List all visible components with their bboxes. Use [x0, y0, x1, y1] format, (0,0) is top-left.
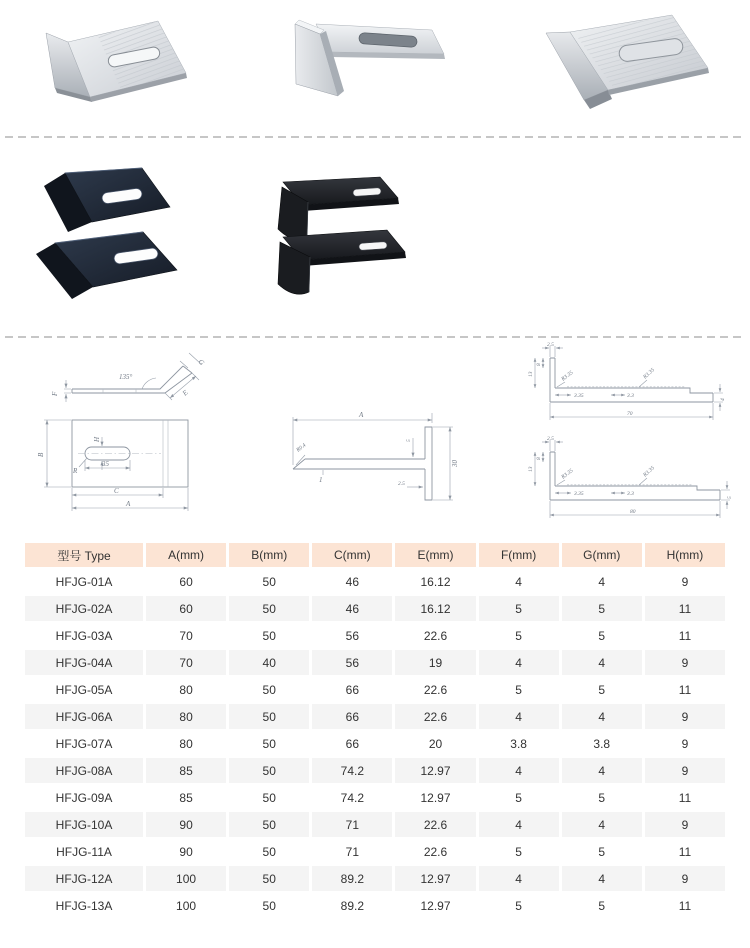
- column-header: 型号 Type: [25, 543, 143, 567]
- table-cell: 100: [146, 866, 226, 891]
- table-cell: 5: [562, 623, 642, 648]
- table-cell: 60: [146, 569, 226, 594]
- table-row: [25, 677, 725, 702]
- column-header: F(mm): [479, 543, 559, 567]
- dim-label-r335a: R3.35: [560, 467, 575, 481]
- product-photo-aluminum-bracket-2: [282, 0, 462, 120]
- dim-label-r335a: R3.35: [560, 369, 575, 383]
- dim-label-80: 80: [630, 509, 636, 515]
- dim-label-4: 4: [720, 398, 726, 401]
- table-row: [25, 704, 725, 729]
- table-cell: 11: [645, 893, 725, 918]
- dim-label-a: A: [359, 411, 364, 419]
- table-row: [25, 623, 725, 648]
- dim-label-25: 2.5: [398, 481, 405, 487]
- table-cell: 50: [229, 893, 309, 918]
- table-cell: 74.2: [312, 758, 392, 783]
- dim-label-335: 3.35: [574, 393, 584, 399]
- dim-label-angle: 135°: [119, 373, 133, 381]
- table-cell: 4: [479, 650, 559, 675]
- table-cell: 56: [312, 650, 392, 675]
- table-cell: 60: [146, 596, 226, 621]
- table-cell: 16.12: [395, 569, 475, 594]
- table-cell: 50: [229, 758, 309, 783]
- table-cell: HFJG-02A: [25, 596, 143, 621]
- table-cell: 74.2: [312, 785, 392, 810]
- table-cell: 50: [229, 677, 309, 702]
- product-photo-aluminum-bracket-3: [528, 5, 723, 120]
- table-row: [25, 569, 725, 594]
- table-cell: HFJG-12A: [25, 866, 143, 891]
- dim-label-33: 3.3: [627, 393, 634, 399]
- table-cell: 9: [645, 866, 725, 891]
- dim-label-r04: R0.4: [295, 442, 308, 454]
- table-cell: 4: [479, 704, 559, 729]
- table-row: [25, 839, 725, 864]
- table-cell: 66: [312, 677, 392, 702]
- table-cell: 11: [645, 623, 725, 648]
- dim-label-25: 2.5: [547, 436, 554, 442]
- product-photo-black-t-bracket-pair: [265, 168, 425, 313]
- table-cell: 46: [312, 569, 392, 594]
- dim-label-a: A: [126, 500, 131, 508]
- dim-label-h: H: [93, 436, 101, 442]
- table-cell: 5: [479, 893, 559, 918]
- dashed-divider-1: [5, 136, 745, 138]
- table-cell: 22.6: [395, 839, 475, 864]
- spec-table: [22, 541, 728, 920]
- table-row: [25, 893, 725, 918]
- product-photo-black-clamp-pair: [30, 158, 205, 323]
- table-cell: 100: [146, 893, 226, 918]
- table-cell: HFJG-04A: [25, 650, 143, 675]
- dim-label-r335b: R3.35: [642, 367, 656, 381]
- table-cell: 50: [229, 839, 309, 864]
- table-cell: 85: [146, 758, 226, 783]
- table-cell: 4: [562, 758, 642, 783]
- table-cell: 4: [479, 866, 559, 891]
- table-cell: 80: [146, 731, 226, 756]
- table-cell: 11: [645, 677, 725, 702]
- table-cell: 4: [479, 812, 559, 837]
- table-cell: 85: [146, 785, 226, 810]
- table-cell: 5: [562, 785, 642, 810]
- table-cell: 50: [229, 812, 309, 837]
- table-cell: 4: [479, 569, 559, 594]
- dim-label-r335b: R3.35: [642, 465, 656, 479]
- table-cell: 22.6: [395, 677, 475, 702]
- table-cell: 80: [146, 704, 226, 729]
- table-cell: 90: [146, 812, 226, 837]
- dim-label-8: 8: [536, 457, 542, 460]
- table-cell: 50: [229, 731, 309, 756]
- product-photo-aluminum-bracket-1: [30, 0, 210, 125]
- dim-label-33: 3.3: [627, 491, 634, 497]
- column-header: C(mm): [312, 543, 392, 567]
- dim-label-335: 3.35: [574, 491, 584, 497]
- table-cell: HFJG-08A: [25, 758, 143, 783]
- table-cell: 5: [479, 677, 559, 702]
- dim-label-13: 13: [528, 466, 534, 472]
- table-cell: 3.8: [562, 731, 642, 756]
- table-cell: 9: [645, 650, 725, 675]
- spec-table-header-row: [25, 543, 725, 567]
- table-cell: 80: [146, 677, 226, 702]
- table-cell: 71: [312, 812, 392, 837]
- dim-label-35: 35: [102, 460, 109, 468]
- table-cell: 9: [645, 569, 725, 594]
- dim-label-1: 1: [319, 476, 323, 484]
- spec-table-body: [25, 569, 725, 918]
- drawing-l-profile-80: [525, 432, 735, 532]
- drawing-t-profile: [285, 393, 490, 518]
- table-row: [25, 866, 725, 891]
- table-cell: 71: [312, 839, 392, 864]
- table-cell: 50: [229, 785, 309, 810]
- column-header: E(mm): [395, 543, 475, 567]
- dim-label-8: 8: [536, 363, 542, 366]
- dim-label-c: C: [114, 487, 119, 495]
- table-cell: 5: [479, 596, 559, 621]
- table-cell: 89.2: [312, 893, 392, 918]
- table-cell: 5: [562, 893, 642, 918]
- table-cell: HFJG-13A: [25, 893, 143, 918]
- table-cell: HFJG-01A: [25, 569, 143, 594]
- table-cell: 46: [312, 596, 392, 621]
- drawing-angle-bracket-views: [28, 350, 233, 525]
- table-cell: 9: [645, 812, 725, 837]
- table-cell: 9: [645, 758, 725, 783]
- table-row: [25, 731, 725, 756]
- table-cell: 50: [229, 866, 309, 891]
- dim-label-r: R: [73, 467, 78, 475]
- dashed-divider-2: [5, 336, 745, 338]
- table-cell: 22.6: [395, 704, 475, 729]
- table-cell: 4: [562, 866, 642, 891]
- table-cell: 66: [312, 731, 392, 756]
- column-header: A(mm): [146, 543, 226, 567]
- table-cell: 4: [562, 812, 642, 837]
- table-row: [25, 758, 725, 783]
- table-cell: 11: [645, 785, 725, 810]
- table-cell: 22.6: [395, 623, 475, 648]
- table-cell: 56: [312, 623, 392, 648]
- table-cell: 5: [479, 623, 559, 648]
- table-cell: 16.12: [395, 596, 475, 621]
- table-cell: 5: [479, 785, 559, 810]
- table-cell: 89.2: [312, 866, 392, 891]
- dim-label-f: F: [51, 391, 59, 396]
- table-row: [25, 596, 725, 621]
- table-cell: HFJG-09A: [25, 785, 143, 810]
- table-cell: 19: [395, 650, 475, 675]
- table-cell: 20: [395, 731, 475, 756]
- table-cell: 50: [229, 596, 309, 621]
- dim-label-e: E: [181, 388, 190, 398]
- table-cell: 11: [645, 839, 725, 864]
- table-row: [25, 650, 725, 675]
- dim-label-70: 70: [627, 411, 633, 417]
- dim-label-b: B: [37, 452, 45, 457]
- table-cell: 4: [562, 704, 642, 729]
- dim-label-13: 13: [528, 371, 534, 377]
- column-header: H(mm): [645, 543, 725, 567]
- table-cell: 12.97: [395, 758, 475, 783]
- table-cell: HFJG-11A: [25, 839, 143, 864]
- table-cell: 22.6: [395, 812, 475, 837]
- table-cell: 90: [146, 839, 226, 864]
- table-cell: 5: [562, 677, 642, 702]
- table-cell: 5: [479, 839, 559, 864]
- table-cell: 66: [312, 704, 392, 729]
- dim-label-5: 5: [406, 439, 412, 442]
- table-cell: 12.97: [395, 893, 475, 918]
- table-cell: 4: [562, 569, 642, 594]
- table-cell: 4: [479, 758, 559, 783]
- column-header: G(mm): [562, 543, 642, 567]
- table-cell: 9: [645, 704, 725, 729]
- table-cell: HFJG-03A: [25, 623, 143, 648]
- table-cell: 5: [562, 839, 642, 864]
- table-row: [25, 812, 725, 837]
- dim-label-g: G: [196, 357, 206, 367]
- table-cell: HFJG-06A: [25, 704, 143, 729]
- table-cell: 70: [146, 623, 226, 648]
- column-header: B(mm): [229, 543, 309, 567]
- table-cell: 9: [645, 731, 725, 756]
- table-cell: 12.97: [395, 785, 475, 810]
- table-cell: 70: [146, 650, 226, 675]
- table-cell: 11: [645, 596, 725, 621]
- table-cell: 4: [562, 650, 642, 675]
- table-cell: 12.97: [395, 866, 475, 891]
- table-cell: 50: [229, 704, 309, 729]
- table-cell: 3.8: [479, 731, 559, 756]
- table-cell: 50: [229, 623, 309, 648]
- drawing-l-profile-70: [525, 340, 735, 432]
- table-cell: HFJG-07A: [25, 731, 143, 756]
- table-cell: HFJG-10A: [25, 812, 143, 837]
- table-cell: HFJG-05A: [25, 677, 143, 702]
- dim-label-30: 30: [451, 460, 459, 467]
- table-cell: 5: [562, 596, 642, 621]
- dim-label-5: 5: [727, 496, 733, 499]
- table-cell: 40: [229, 650, 309, 675]
- dim-label-25: 2.5: [547, 342, 554, 348]
- table-row: [25, 785, 725, 810]
- table-cell: 50: [229, 569, 309, 594]
